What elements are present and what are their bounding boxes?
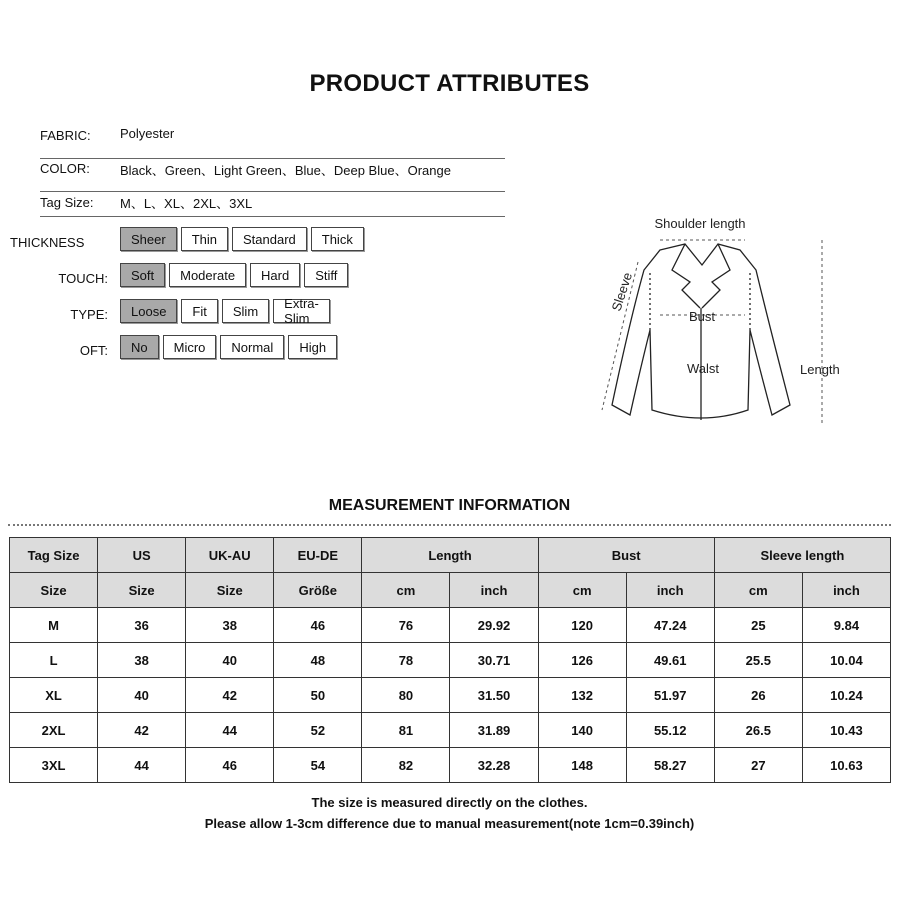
table-cell: 76 <box>362 608 450 643</box>
table-cell: 10.24 <box>802 678 890 713</box>
table-cell: 81 <box>362 713 450 748</box>
attr-label: COLOR: <box>40 161 90 176</box>
size-table <box>9 537 891 783</box>
option-label: TOUCH: <box>58 271 108 286</box>
table-cell: 55.12 <box>626 713 714 748</box>
header-cell: Tag Size <box>10 538 98 573</box>
table-row <box>10 608 891 643</box>
bust-label: Bust <box>688 309 716 324</box>
header-cell: Bust <box>538 538 714 573</box>
option-micro: Micro <box>163 335 217 359</box>
table-cell: 58.27 <box>626 748 714 783</box>
header-cell: Size <box>186 573 274 608</box>
length-label: Length <box>800 362 840 377</box>
header-cell: Größe <box>274 573 362 608</box>
table-cell: 25.5 <box>714 643 802 678</box>
table-header-row <box>10 538 891 573</box>
attr-value: Polyester <box>120 126 175 141</box>
table-cell: 78 <box>362 643 450 678</box>
table-cell: 29.92 <box>450 608 538 643</box>
option-moderate: Moderate <box>169 263 246 287</box>
table-cell: 46 <box>274 608 362 643</box>
option-loose: Loose <box>120 299 177 323</box>
table-cell: 132 <box>538 678 626 713</box>
table-cell: 54 <box>274 748 362 783</box>
attr-tag-size <box>40 192 505 217</box>
table-cell: 27 <box>714 748 802 783</box>
table-cell: 44 <box>186 713 274 748</box>
table-cell: 36 <box>98 608 186 643</box>
table-cell: 52 <box>274 713 362 748</box>
option-sheer: Sheer <box>120 227 177 251</box>
header-cell: EU-DE <box>274 538 362 573</box>
table-cell: 42 <box>98 713 186 748</box>
option-thin: Thin <box>181 227 228 251</box>
option-label: THICKNESS <box>10 235 85 250</box>
attr-label: Tag Size: <box>40 195 94 210</box>
attr-color <box>40 159 505 192</box>
table-cell: 48 <box>274 643 362 678</box>
header-cell: US <box>98 538 186 573</box>
table-cell: 126 <box>538 643 626 678</box>
table-cell: 26 <box>714 678 802 713</box>
attr-label: FABRIC: <box>40 128 91 143</box>
header-cell: cm <box>714 573 802 608</box>
table-cell: 40 <box>98 678 186 713</box>
table-cell: 10.04 <box>802 643 890 678</box>
table-cell: M <box>10 608 98 643</box>
option-extra-slim: Extra-Slim <box>273 299 330 323</box>
table-cell: 46 <box>186 748 274 783</box>
header-cell: UK-AU <box>186 538 274 573</box>
header-cell: inch <box>450 573 538 608</box>
header-cell: Size <box>98 573 186 608</box>
table-cell: 31.89 <box>450 713 538 748</box>
shoulder-label: Shoulder length <box>654 216 746 231</box>
option-fit: Fit <box>181 299 217 323</box>
table-cell: 120 <box>538 608 626 643</box>
option-label: OFT: <box>79 343 108 358</box>
option-normal: Normal <box>220 335 284 359</box>
header-cell: Size <box>10 573 98 608</box>
table-row <box>10 748 891 783</box>
header-cell: cm <box>362 573 450 608</box>
table-cell: 140 <box>538 713 626 748</box>
table-subheader-row <box>10 573 891 608</box>
option-no: No <box>120 335 159 359</box>
table-cell: 38 <box>186 608 274 643</box>
table-cell: 38 <box>98 643 186 678</box>
option-soft: Soft <box>120 263 165 287</box>
table-cell: 31.50 <box>450 678 538 713</box>
header-cell: inch <box>626 573 714 608</box>
jacket-diagram <box>590 210 850 440</box>
option-stiff: Stiff <box>304 263 348 287</box>
option-high: High <box>288 335 337 359</box>
attr-value: Black、Green、Light Green、Blue、Deep Blue、Orange <box>120 163 451 178</box>
attr-fabric <box>40 126 505 159</box>
table-cell: 44 <box>98 748 186 783</box>
table-row <box>10 678 891 713</box>
header-cell: cm <box>538 573 626 608</box>
waist-label: Walst <box>686 361 720 376</box>
table-row <box>10 643 891 678</box>
table-cell: 80 <box>362 678 450 713</box>
table-cell: 49.61 <box>626 643 714 678</box>
table-cell: 32.28 <box>450 748 538 783</box>
table-cell: 30.71 <box>450 643 538 678</box>
table-cell: 82 <box>362 748 450 783</box>
table-cell: 2XL <box>10 713 98 748</box>
attr-value: M、L、XL、2XL、3XL <box>120 196 253 211</box>
page-title: PRODUCT ATTRIBUTES <box>309 70 590 97</box>
option-thick: Thick <box>311 227 364 251</box>
header-cell: Length <box>362 538 538 573</box>
table-cell: 3XL <box>10 748 98 783</box>
note-measured: The size is measured directly on the clothes. <box>311 795 588 810</box>
sleeve-label: Sleeve <box>608 270 636 313</box>
table-cell: XL <box>10 678 98 713</box>
table-row <box>10 713 891 748</box>
option-standard: Standard <box>232 227 307 251</box>
option-hard: Hard <box>250 263 300 287</box>
dotted-divider <box>8 524 891 526</box>
note-difference: Please allow 1-3cm difference due to manual measurement(note 1cm=0.39inch) <box>204 816 695 831</box>
table-cell: 47.24 <box>626 608 714 643</box>
table-cell: 9.84 <box>802 608 890 643</box>
table-cell: 40 <box>186 643 274 678</box>
table-cell: 26.5 <box>714 713 802 748</box>
table-cell: 148 <box>538 748 626 783</box>
table-cell: 25 <box>714 608 802 643</box>
jacket-collar <box>672 244 730 308</box>
option-slim: Slim <box>222 299 269 323</box>
table-cell: 10.63 <box>802 748 890 783</box>
table-cell: 50 <box>274 678 362 713</box>
table-cell: 10.43 <box>802 713 890 748</box>
option-label: TYPE: <box>70 307 108 322</box>
table-cell: 42 <box>186 678 274 713</box>
measurement-title: MEASUREMENT INFORMATION <box>328 497 571 514</box>
table-cell: L <box>10 643 98 678</box>
header-cell: inch <box>802 573 890 608</box>
table-cell: 51.97 <box>626 678 714 713</box>
header-cell: Sleeve length <box>714 538 890 573</box>
